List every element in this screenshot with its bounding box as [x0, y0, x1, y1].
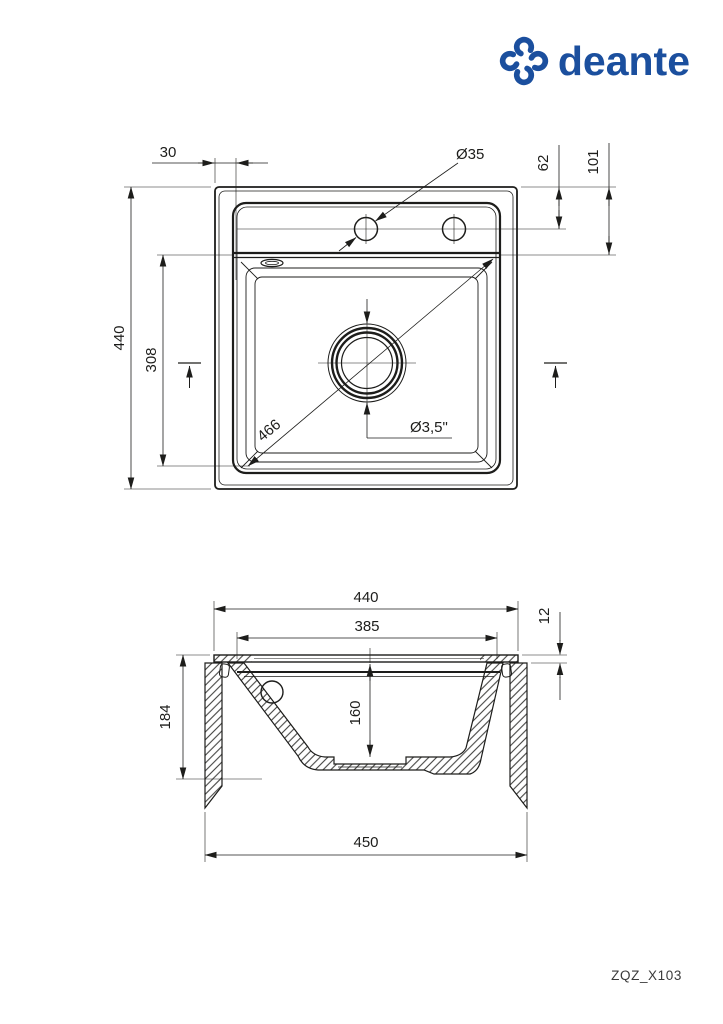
rim-cut-right	[480, 655, 518, 662]
countertop-right	[510, 663, 527, 808]
dim-440-height: 440	[111, 325, 128, 351]
section-mark-right	[544, 363, 567, 388]
brand-logo	[499, 36, 690, 86]
bowl-corner-chamfers	[241, 262, 492, 468]
section-mark-left	[178, 363, 201, 388]
bowl-slope-top	[246, 268, 487, 462]
dim-hole-diameter: Ø35	[456, 146, 485, 163]
dim-62: 62	[535, 154, 552, 172]
plan-view	[215, 187, 517, 489]
dim-drain-diameter: Ø3,5"	[410, 419, 448, 436]
section-view	[205, 655, 527, 808]
dim-466: 466	[254, 415, 285, 446]
dim-385: 385	[354, 618, 380, 635]
plan-dimensions	[111, 143, 616, 489]
dim-101: 101	[585, 149, 602, 175]
deante-pinwheel-icon	[499, 36, 549, 86]
dim-440-width: 440	[353, 589, 379, 606]
model-code: ZQZ_X103	[611, 968, 682, 983]
brand-logo-text: deante	[557, 37, 690, 84]
dim-160: 160	[347, 700, 364, 726]
drain	[318, 314, 416, 412]
dim-184: 184	[157, 704, 174, 730]
overflow-slot	[261, 259, 283, 266]
dim-12: 12	[536, 607, 553, 625]
rim-cut-left	[214, 655, 252, 662]
bowl-section	[228, 663, 503, 774]
dim-30: 30	[159, 144, 177, 161]
countertop-left	[205, 663, 222, 808]
overflow-slot-inner	[266, 261, 279, 264]
dim-450: 450	[353, 834, 379, 851]
dim-308: 308	[143, 347, 160, 373]
